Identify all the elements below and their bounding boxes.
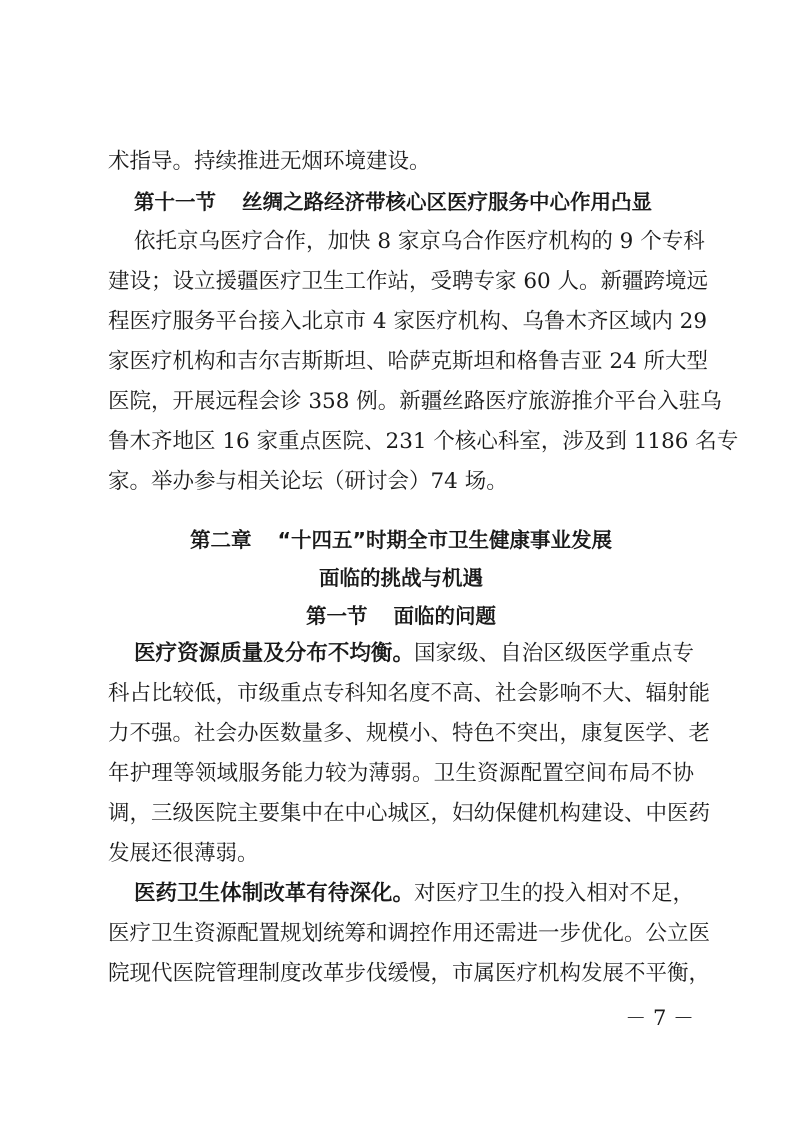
paragraph-line	[134, 634, 694, 674]
paragraph-line: 科占比较低，市级重点专科知名度不高、社会影响不大、辐射能	[108, 681, 711, 706]
paragraph-text: 国家级、自治区级医学重点专	[414, 641, 694, 666]
paragraph-line: 术指导。持续推进无烟环境建设。	[108, 149, 431, 174]
paragraph-line: 建设；设立援疆医疗卫生工作站，受聘专家 60 人。新疆跨境远	[108, 269, 709, 294]
paragraph-line: 年护理等领域服务能力较为薄弱。卫生资源配置空间布局不协	[108, 761, 694, 786]
paragraph-line	[134, 874, 694, 914]
section-heading	[108, 596, 694, 636]
chapter-title	[108, 520, 694, 560]
page-number: － 7 －	[625, 1006, 694, 1030]
paragraph-line: 家医疗机构和吉尔吉斯斯坦、哈萨克斯坦和格鲁吉亚 24 所大型	[108, 349, 709, 374]
paragraph-line: 发展还很薄弱。	[108, 841, 259, 866]
paragraph-line: 医院，开展远程会诊 358 例。新疆丝路医疗旅游推介平台入驻乌	[108, 389, 722, 414]
paragraph-lead: 医药卫生体制改革有待深化。	[134, 881, 415, 906]
paragraph-line: 家。举办参与相关论坛（研讨会）74 场。	[108, 469, 508, 494]
section-number: 第十一节	[134, 190, 216, 214]
paragraph-line: 力不强。社会办医数量多、规模小、特色不突出，康复医学、老	[108, 721, 711, 746]
paragraph-line: 鲁木齐地区 16 家重点医院、231 个核心科室，涉及到 1186 名专	[108, 429, 739, 454]
paragraph-line: 依托京乌医疗合作，加快 8 家京乌合作医疗机构的 9 个专科	[134, 229, 705, 254]
paragraph-line: 院现代医院管理制度改革步伐缓慢，市属医疗机构发展不平衡，	[108, 961, 711, 986]
chapter-title-line1: “十四五”时期全市卫生健康事业发展	[277, 528, 612, 552]
section-number: 第一节	[306, 604, 368, 628]
chapter-title-line2: 面临的挑战与机遇	[319, 566, 483, 590]
paragraph-line: 医疗卫生资源配置规划统筹和调控作用还需进一步优化。公立医	[108, 921, 711, 946]
paragraph-text: 对医疗卫生的投入相对不足，	[414, 881, 694, 906]
section-heading	[134, 182, 720, 222]
section-title: 丝绸之路经济带核心区医疗服务中心作用凸显	[242, 190, 652, 214]
section-title: 面临的问题	[393, 604, 496, 628]
chapter-number: 第二章	[190, 528, 252, 552]
paragraph-line: 调，三级医院主要集中在中心城区，妇幼保健机构建设、中医药	[108, 801, 711, 826]
paragraph-lead: 医疗资源质量及分布不均衡。	[134, 641, 415, 666]
paragraph-line: 程医疗服务平台接入北京市 4 家医疗机构、乌鲁木齐区域内 29	[108, 309, 708, 334]
